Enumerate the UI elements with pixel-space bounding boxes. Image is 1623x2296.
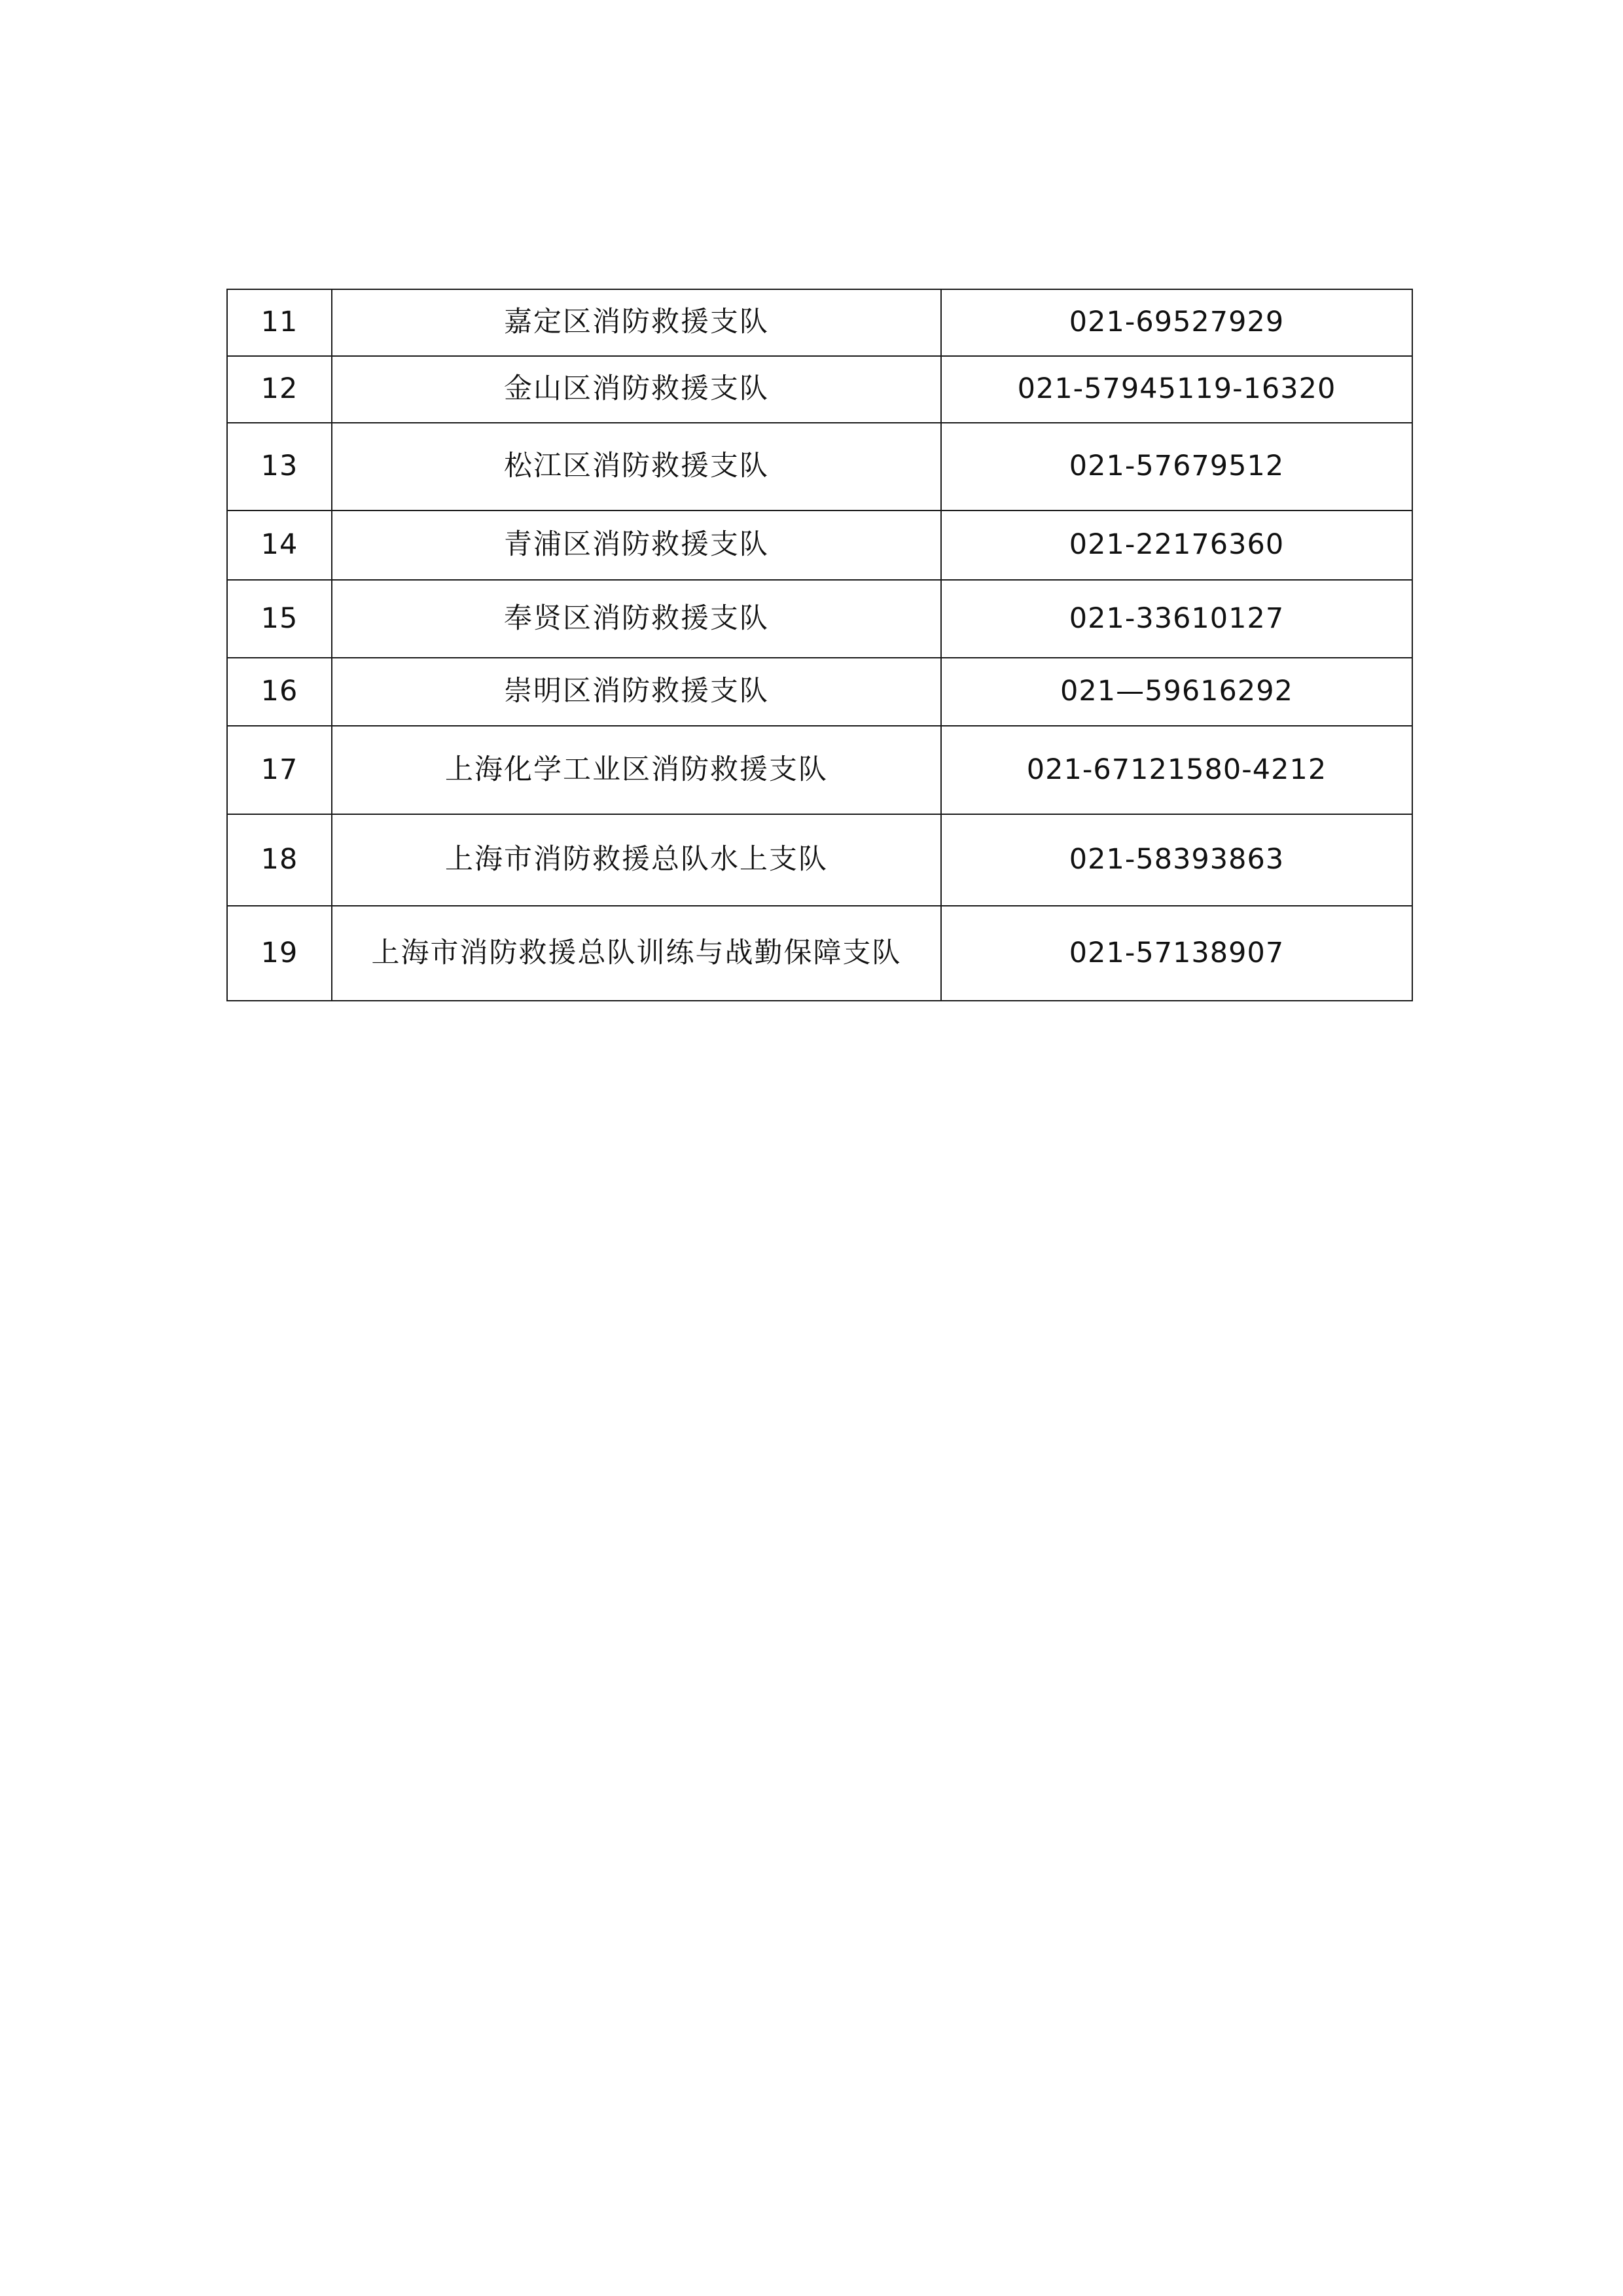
phone-number: 021-57945119-16320: [941, 356, 1412, 423]
table-row: [227, 726, 1412, 814]
unit-name: 松江区消防救援支队: [332, 423, 941, 511]
table-row: [227, 658, 1412, 726]
unit-name: 上海市消防救援总队训练与战勤保障支队: [332, 906, 941, 1001]
row-number: 14: [227, 511, 332, 580]
unit-name: 奉贤区消防救援支队: [332, 580, 941, 658]
unit-name: 崇明区消防救援支队: [332, 658, 941, 726]
phone-number: 021—59616292: [941, 658, 1412, 726]
table-row: [227, 511, 1412, 580]
phone-number: 021-57138907: [941, 906, 1412, 1001]
phone-number: 021-22176360: [941, 511, 1412, 580]
table-row: [227, 814, 1412, 906]
table-row: [227, 289, 1412, 356]
row-number: 11: [227, 289, 332, 356]
row-number: 15: [227, 580, 332, 658]
unit-name: 上海化学工业区消防救援支队: [332, 726, 941, 814]
phone-number: 021-57679512: [941, 423, 1412, 511]
unit-name: 青浦区消防救援支队: [332, 511, 941, 580]
row-number: 17: [227, 726, 332, 814]
phone-number: 021-33610127: [941, 580, 1412, 658]
table-row: [227, 356, 1412, 423]
row-number: 13: [227, 423, 332, 511]
unit-name: 上海市消防救援总队水上支队: [332, 814, 941, 906]
unit-name: 嘉定区消防救援支队: [332, 289, 941, 356]
phone-number: 021-58393863: [941, 814, 1412, 906]
phone-number: 021-67121580-4212: [941, 726, 1412, 814]
table-row: [227, 906, 1412, 1001]
table-row: [227, 580, 1412, 658]
row-number: 18: [227, 814, 332, 906]
row-number: 19: [227, 906, 332, 1001]
fire-rescue-contact-table: [226, 289, 1413, 1001]
phone-number: 021-69527929: [941, 289, 1412, 356]
row-number: 12: [227, 356, 332, 423]
table-row: [227, 423, 1412, 511]
row-number: 16: [227, 658, 332, 726]
unit-name: 金山区消防救援支队: [332, 356, 941, 423]
